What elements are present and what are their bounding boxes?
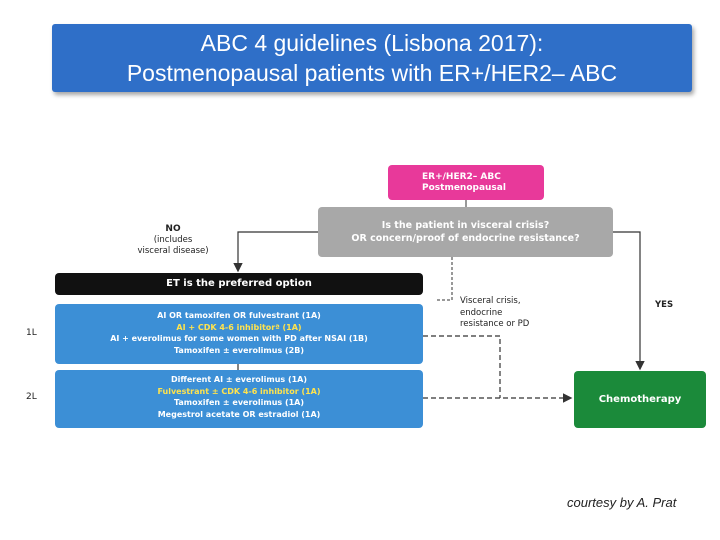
second-line-item: Megestrol acetate OR estradiol (1A) — [157, 409, 321, 419]
connector-yes — [613, 232, 640, 368]
title-line-2: Postmenopausal patients with ER+/HER2– ABC — [126, 60, 618, 86]
first-line-item: AI + CDK 4-6 inhibitorª (1A) — [176, 322, 302, 332]
first-line-item: AI + everolimus for some women with PD after NSAI (1B) — [110, 334, 368, 343]
question-node — [318, 207, 613, 257]
connector-no — [238, 232, 318, 270]
visceral-line-3: resistance or PD — [460, 319, 530, 329]
start-node — [388, 165, 544, 200]
courtesy-note: courtesy by A. Prat — [567, 495, 677, 510]
visceral-line-2: endocrine — [460, 307, 503, 318]
visceral-line-1: Visceral crisis, — [460, 296, 521, 306]
no-label-line-3: visceral disease) — [137, 246, 209, 256]
second-line-box — [55, 370, 423, 428]
second-line-label: 2L — [26, 392, 37, 402]
connector-1L-dashed — [423, 336, 500, 398]
second-line-item: Tamoxifen ± everolimus (1A) — [173, 398, 305, 407]
no-label-line-2: (includes — [153, 235, 193, 245]
start-line-2: Postmenopausal — [422, 183, 506, 193]
no-label-title: NO — [165, 224, 181, 234]
no-label — [128, 224, 218, 257]
second-line-item: Different AI ± everolimus (1A) — [170, 375, 308, 384]
title-line-1: ABC 4 guidelines (Lisbona 2017): — [200, 30, 544, 56]
connector-visceral-dashed — [436, 257, 452, 300]
first-line-item: AI OR tamoxifen OR fulvestrant (1A) — [157, 311, 321, 320]
visceral-crisis-label — [460, 296, 529, 331]
question-line-2: OR concern/proof of endocrine resistance? — [351, 233, 580, 244]
second-line-item: Fulvestrant ± CDK 4-6 inhibitor (1A) — [157, 386, 321, 396]
chemotherapy-node: Chemotherapy — [574, 371, 706, 428]
first-line-box — [55, 304, 423, 364]
first-line-item: Tamoxifen ± everolimus (2B) — [174, 345, 304, 355]
start-line-1: ER+/HER2– ABC — [422, 172, 501, 182]
preferred-option: ET is the preferred option — [55, 273, 423, 295]
question-line-1: Is the patient in visceral crisis? — [381, 220, 550, 231]
first-line-label: 1L — [26, 328, 37, 338]
yes-label: YES — [655, 300, 674, 310]
